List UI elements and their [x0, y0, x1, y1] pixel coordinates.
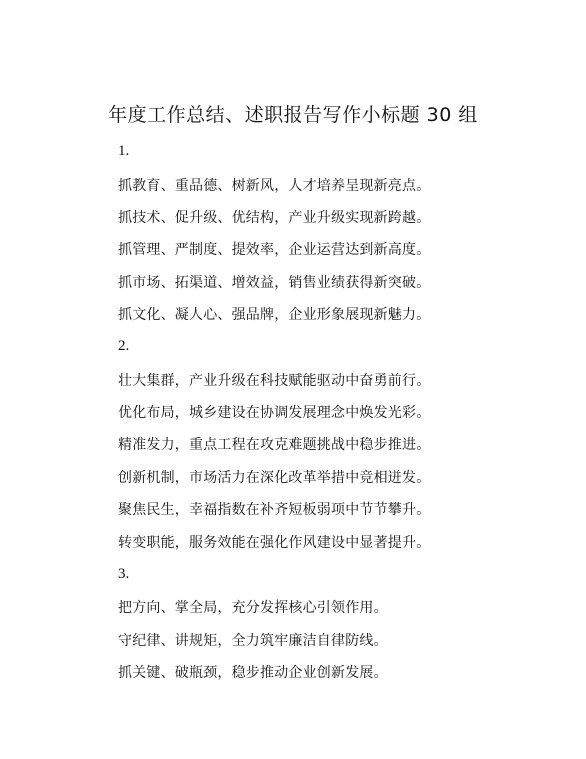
section-number: 2. [118, 338, 130, 354]
section-line: 壮大集群，产业升级在科技赋能驱动中奋勇前行。 [118, 373, 431, 389]
section-number: 3. [118, 566, 130, 582]
section-line: 抓教育、重品德、树新风，人才培养呈现新亮点。 [118, 178, 431, 194]
section-line: 创新机制，市场活力在深化改革举措中竞相迸发。 [118, 470, 431, 486]
section-line: 聚焦民生，幸福指数在补齐短板弱项中节节攀升。 [118, 502, 431, 518]
section-line: 抓关键、破瓶颈，稳步推动企业创新发展。 [118, 665, 388, 681]
section-line: 把方向、掌全局，充分发挥核心引领作用。 [118, 600, 388, 616]
section-line: 抓管理、严制度、提效率，企业运营达到新高度。 [118, 242, 431, 258]
section-number: 1. [118, 143, 130, 159]
section-line: 优化布局，城乡建设在协调发展理念中焕发光彩。 [118, 405, 431, 421]
section-line: 抓市场、拓渠道、增效益，销售业绩获得新突破。 [118, 275, 431, 291]
document-title: 年度工作总结、述职报告写作小标题 30 组 [108, 104, 478, 126]
section-line: 守纪律、讲规矩，全力筑牢廉洁自律防线。 [118, 633, 388, 649]
section-line: 转变职能，服务效能在强化作风建设中显著提升。 [118, 535, 431, 551]
section-line: 抓技术、促升级、优结构，产业升级实现新跨越。 [118, 210, 431, 226]
section-line: 抓文化、凝人心、强品牌，企业形象展现新魅力。 [118, 307, 431, 323]
section-line: 精准发力，重点工程在攻克难题挑战中稳步推进。 [118, 437, 431, 453]
